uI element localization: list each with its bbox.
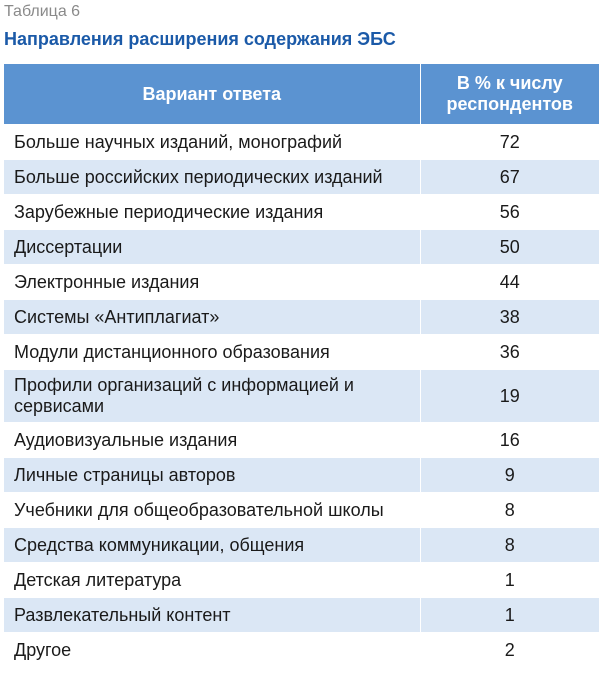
row-value: 72 bbox=[420, 125, 599, 160]
table-title: Направления расширения содержания ЭБС bbox=[4, 29, 396, 49]
row-label: Модули дистанционного образования bbox=[4, 335, 420, 370]
table-row bbox=[4, 160, 599, 195]
table-row bbox=[4, 633, 599, 668]
row-value: 8 bbox=[420, 493, 599, 528]
column-header-answer: Вариант ответа bbox=[4, 64, 420, 125]
row-value: 44 bbox=[420, 265, 599, 300]
table-row bbox=[4, 423, 599, 458]
table-row bbox=[4, 563, 599, 598]
table-caption: Таблица 6 bbox=[4, 3, 81, 20]
table-header-row bbox=[4, 64, 599, 125]
row-label: Диссертации bbox=[4, 230, 420, 265]
table-row bbox=[4, 265, 599, 300]
row-label: Личные страницы авторов bbox=[4, 458, 420, 493]
row-value: 36 bbox=[420, 335, 599, 370]
table-row bbox=[4, 458, 599, 493]
row-value: 1 bbox=[420, 563, 599, 598]
row-value: 50 bbox=[420, 230, 599, 265]
row-label: Детская литература bbox=[4, 563, 420, 598]
row-label: Системы «Антиплагиат» bbox=[4, 300, 420, 335]
row-label: Учебники для общеобразовательной школы bbox=[4, 493, 420, 528]
row-label: Электронные издания bbox=[4, 265, 420, 300]
row-label: Развлекательный контент bbox=[4, 598, 420, 633]
table-row bbox=[4, 125, 599, 160]
row-label: Профили организаций с информацией и сервисами bbox=[4, 370, 420, 423]
row-value: 8 bbox=[420, 528, 599, 563]
row-label: Аудиовизуальные издания bbox=[4, 423, 420, 458]
column-header-percent: В % к числу респондентов bbox=[420, 64, 599, 125]
table-row bbox=[4, 335, 599, 370]
table-row bbox=[4, 300, 599, 335]
row-label: Больше российских периодических изданий bbox=[4, 160, 420, 195]
row-value: 38 bbox=[420, 300, 599, 335]
table-row bbox=[4, 528, 599, 563]
table-row bbox=[4, 493, 599, 528]
row-value: 56 bbox=[420, 195, 599, 230]
row-value: 19 bbox=[420, 370, 599, 423]
row-value: 67 bbox=[420, 160, 599, 195]
row-label: Больше научных изданий, монографий bbox=[4, 125, 420, 160]
table-row bbox=[4, 598, 599, 633]
row-label: Средства коммуникации, общения bbox=[4, 528, 420, 563]
row-label: Зарубежные периодические издания bbox=[4, 195, 420, 230]
table-row bbox=[4, 230, 599, 265]
row-value: 1 bbox=[420, 598, 599, 633]
table-row bbox=[4, 370, 599, 423]
data-table bbox=[4, 63, 599, 668]
row-value: 16 bbox=[420, 423, 599, 458]
row-value: 2 bbox=[420, 633, 599, 668]
row-label: Другое bbox=[4, 633, 420, 668]
row-value: 9 bbox=[420, 458, 599, 493]
table-row bbox=[4, 195, 599, 230]
